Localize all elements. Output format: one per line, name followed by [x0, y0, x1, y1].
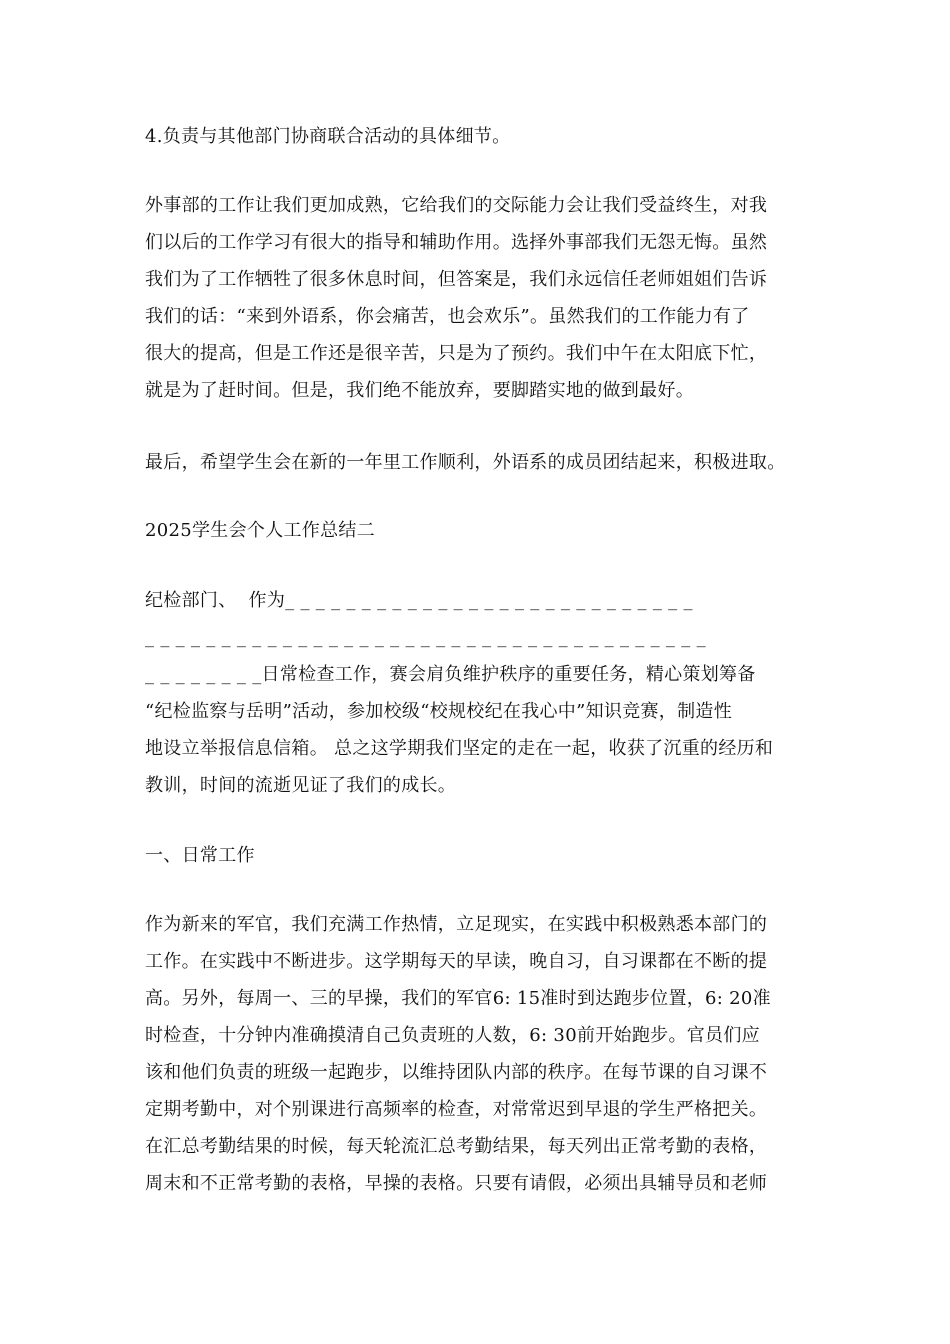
paragraph-line: 教训，时间的流逝见证了我们的成长。	[145, 775, 457, 796]
paragraph-line: 作为新来的军官，我们充满工作热情，立足现实，在实践中积极熟悉本部门的	[145, 914, 768, 935]
paragraph-line: 我们为了工作牺牲了很多休息时间，但答案是，我们永远信任老师姐姐们告诉	[145, 269, 768, 290]
paragraph-line: 在汇总考勤结果的时候，每天轮流汇总考勤结果，每天列出正常考勤的表格，	[145, 1136, 768, 1157]
paragraph-line: “纪检监察与岳明”活动，参加校级“校规校纪在我心中”知识竞赛，制造性	[145, 701, 733, 722]
paragraph-line: 我们的话：“来到外语系，你会痛苦，也会欢乐”。虽然我们的工作能力有了	[145, 306, 750, 327]
paragraph-line: 们以后的工作学习有很大的指导和辅助作用。选择外事部我们无怨无悔。虽然	[145, 232, 768, 253]
paragraph-line: _ _ _ _ _ _ _ _ _ _ _ _ _ _ _ _ _ _ _ _ _ _ _ _ _ _ _ _ _ _ _ _ _ _ _ _ _	[145, 627, 706, 648]
paragraph-line: 高。另外，每周一、三的早操，我们的军官6: 15准时到达跑步位置，6: 20准	[145, 988, 771, 1009]
paragraph-line: 纪检部门、 作为_ _ _ _ _ _ _ _ _ _ _ _ _ _ _ _ _ _ _ _ _ _ _ _ _ _ _	[145, 590, 693, 611]
paragraph-line: 很大的提高，但是工作还是很辛苦，只是为了预约。我们中午在太阳底下忙，	[145, 343, 768, 364]
paragraph-line: _ _ _ _ _ _ _ _日常检查工作，赛会肩负维护秩序的重要任务，精心策划筹备	[145, 664, 756, 685]
list-item-4: 4.负责与其他部门协商联合活动的具体细节。	[145, 126, 511, 147]
paragraph-line: 地设立举报信息信箱。 总之这学期我们坚定的走在一起，收获了沉重的经历和	[145, 738, 774, 759]
paragraph-line: 外事部的工作让我们更加成熟，它给我们的交际能力会让我们受益终生，对我	[145, 195, 768, 216]
paragraph-line: 最后，希望学生会在新的一年里工作顺利，外语系的成员团结起来，积极进取。	[145, 452, 786, 473]
paragraph-line: 时检查，十分钟内准确摸清自己负责班的人数，6: 30前开始跑步。官员们应	[145, 1025, 760, 1046]
paragraph-line: 工作。在实践中不断进步。这学期每天的早读，晚自习，自习课都在不断的提	[145, 951, 768, 972]
paragraph-line: 该和他们负责的班级一起跑步，以维持团队内部的秩序。在每节课的自习课不	[145, 1062, 768, 1083]
paragraph-line: 周末和不正常考勤的表格，早操的表格。只要有请假，必须出具辅导员和老师	[145, 1173, 768, 1194]
paragraph-line: 定期考勤中，对个别课进行高频率的检查，对常常迟到早退的学生严格把关。	[145, 1099, 768, 1120]
paragraph-line: 就是为了赶时间。但是，我们绝不能放弃，要脚踏实地的做到最好。	[145, 380, 694, 401]
section-title: 2025学生会个人工作总结二	[145, 520, 376, 541]
subsection-heading: 一、日常工作	[145, 845, 255, 866]
